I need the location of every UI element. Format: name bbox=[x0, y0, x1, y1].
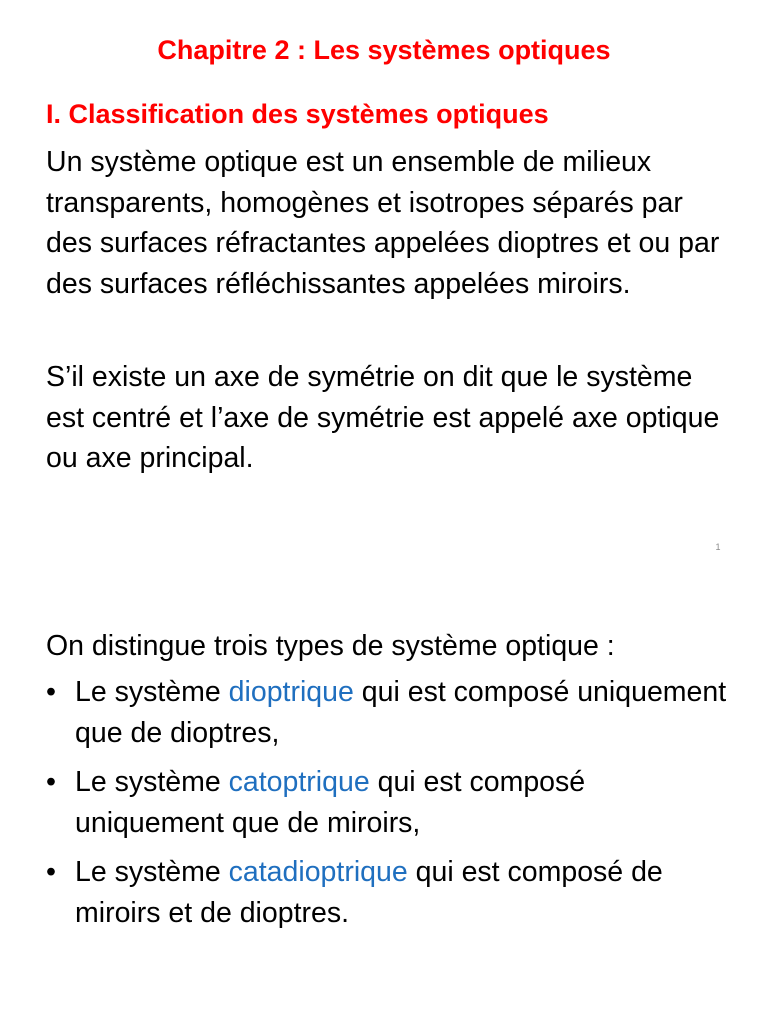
types-intro: On distingue trois types de système optique : bbox=[46, 630, 615, 662]
item-suffix: qui est composé uniquement que de miroirs, bbox=[75, 766, 586, 839]
term-catadioptric: catadioptrique bbox=[228, 856, 408, 888]
symmetry-paragraph: S’il existe un axe de symétrie on dit que le système est centré et l’axe de symétrie est appelé axe optique ou axe principal. bbox=[46, 361, 720, 474]
slide-2 bbox=[0, 512, 768, 1024]
item-prefix: Le système bbox=[75, 676, 229, 708]
chapter-title: Chapitre 2 : Les systèmes optiques bbox=[157, 35, 611, 65]
term-dioptric: dioptrique bbox=[228, 676, 354, 708]
item-prefix: Le système bbox=[75, 766, 229, 798]
item-suffix: qui est composé de miroirs et de dioptres. bbox=[75, 856, 663, 929]
item-suffix: qui est composé uniquement que de dioptres, bbox=[75, 676, 727, 749]
bullet-icon: • bbox=[46, 766, 56, 798]
page-number: 1 bbox=[715, 542, 721, 552]
definition-paragraph: Un système optique est un ensemble de milieux transparents, homogènes et isotropes séparés par des surfaces réfractantes appelées dioptres et ou par des surfaces réfléchissantes appelées miroirs. bbox=[46, 146, 720, 300]
term-catoptric: catoptrique bbox=[228, 766, 370, 798]
section-title: I. Classification des systèmes optiques bbox=[46, 99, 549, 129]
item-prefix: Le système bbox=[75, 856, 229, 888]
list-item-catoptric bbox=[46, 762, 736, 843]
optical-system-types-list bbox=[46, 672, 736, 942]
list-item-catadioptric bbox=[46, 852, 736, 933]
list-item-dioptric bbox=[46, 672, 736, 753]
bullet-icon: • bbox=[46, 676, 56, 708]
bullet-icon: • bbox=[46, 856, 56, 888]
